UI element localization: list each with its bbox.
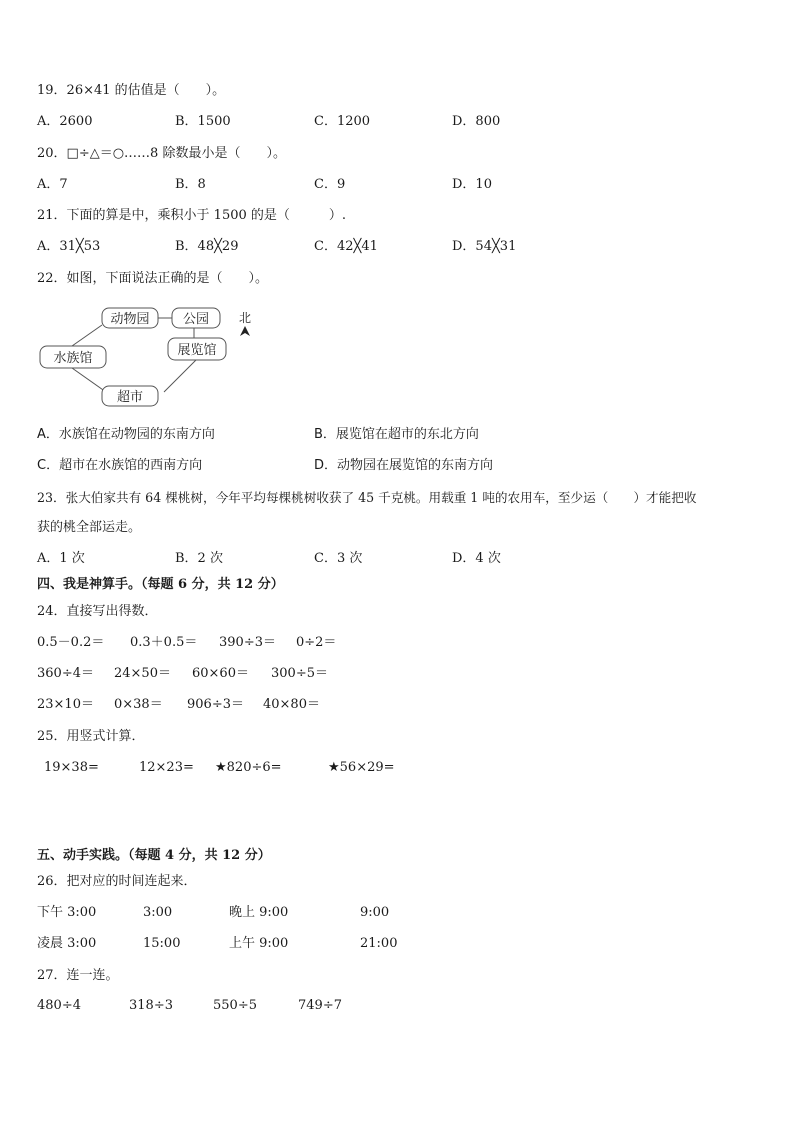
q21-option-d: D．54╳31 — [452, 239, 517, 254]
map-label-aquarium: 水族馆 — [53, 351, 93, 366]
q26-stem: 26．把对应的时间连起来． — [37, 874, 197, 889]
q24-r2-c2: 24×50＝ — [114, 666, 171, 681]
map-label-zoo: 动物园 — [110, 312, 150, 327]
map-line-aquarium-market — [72, 368, 106, 392]
q27-item-2: 318÷3 — [129, 998, 173, 1013]
q21-option-b: B．48╳29 — [175, 239, 239, 254]
q19-option-d: D．800 — [452, 114, 501, 129]
q25-item-2: 12×23= — [139, 760, 194, 775]
q25-item-1: 19×38= — [44, 760, 99, 775]
q26-r1-c4: 9:00 — [360, 905, 390, 920]
q23-option-d: D．4 次 — [452, 551, 501, 566]
q23-option-b: B．2 次 — [175, 551, 223, 566]
map-label-park: 公园 — [182, 312, 210, 327]
q19-option-a: A．2600 — [37, 114, 93, 129]
q20-option-c: C．9 — [314, 177, 346, 192]
q27-item-3: 550÷5 — [213, 998, 257, 1013]
q26-r2-c3: 上午 9:00 — [229, 936, 289, 951]
north-arrow-icon — [240, 326, 250, 336]
section5-title: 五、动手实践。（每题 4 分，共 12 分） — [37, 848, 271, 863]
q25-item-3: ★820÷6= — [215, 760, 282, 775]
q24-r2-c1: 360÷4＝ — [37, 666, 94, 681]
q20-option-d: D．10 — [452, 177, 492, 192]
q26-r1-c2: 3:00 — [143, 905, 173, 920]
q27-stem: 27．连一连。 — [37, 968, 119, 983]
q24-r2-c4: 300÷5＝ — [271, 666, 328, 681]
q21-stem: 21．下面的算是中，乘积小于 1500 的是（ ）. — [37, 208, 347, 223]
map-line-zoo-aquarium — [72, 325, 102, 346]
q23-stem-line2: 获的桃全部运走。 — [37, 520, 142, 535]
q19-option-b: B．1500 — [175, 114, 231, 129]
q26-r2-c1: 凌晨 3:00 — [37, 936, 97, 951]
north-label: 北 — [238, 311, 252, 325]
q22-option-a: A．水族馆在动物园的东南方向 — [37, 427, 215, 442]
q19-option-c: C．1200 — [314, 114, 371, 129]
q27-item-4: 749÷7 — [298, 998, 342, 1013]
q26-r2-c4: 21:00 — [360, 936, 398, 951]
q21-option-a: A．31╳53 — [37, 239, 101, 254]
map-line-market-exhibition — [164, 360, 196, 392]
direction-map — [36, 300, 266, 412]
q24-r3-c1: 23×10＝ — [37, 697, 94, 712]
q26-r2-c2: 15:00 — [143, 936, 181, 951]
q24-r3-c4: 40×80＝ — [263, 697, 320, 712]
section4-title: 四、我是神算手。（每题 6 分，共 12 分） — [37, 577, 284, 592]
q22-option-d: D．动物园在展览馆的东南方向 — [314, 458, 494, 473]
q23-option-a: A．1 次 — [37, 551, 85, 566]
q20-option-b: B．8 — [175, 177, 206, 192]
map-label-supermarket: 超市 — [116, 390, 144, 405]
q24-r2-c3: 60×60＝ — [192, 666, 249, 681]
q24-r3-c3: 906÷3＝ — [187, 697, 244, 712]
q24-r1-c2: 0.3＋0.5＝ — [130, 635, 198, 650]
q24-r1-c4: 0÷2＝ — [296, 635, 337, 650]
q22-option-b: B．展览馆在超市的东北方向 — [314, 427, 479, 442]
q20-stem: 20．□÷△＝○……8 除数最小是（ ）。 — [37, 146, 286, 161]
q20-option-a: A．7 — [37, 177, 68, 192]
q25-stem: 25．用竖式计算． — [37, 729, 145, 744]
q24-r1-c1: 0.5－0.2＝ — [37, 635, 105, 650]
q21-option-c: C．42╳41 — [314, 239, 378, 254]
q24-r1-c3: 390÷3＝ — [219, 635, 276, 650]
q23-stem-line1: 23．张大伯家共有 64 棵桃树，今年平均每棵桃树收获了 45 千克桃。用载重 1 吨的农用车，至少运（ ）才能把收 — [37, 490, 697, 505]
q22-stem: 22．如图，下面说法正确的是（ ）。 — [37, 271, 269, 286]
q19-stem: 19．26×41 的估值是（ ）。 — [37, 83, 226, 98]
q22-option-c: C．超市在水族馆的西南方向 — [37, 458, 203, 473]
map-label-exhibition: 展览馆 — [177, 343, 217, 358]
q24-stem: 24．直接写出得数． — [37, 604, 158, 619]
q26-r1-c3: 晚上 9:00 — [229, 905, 289, 920]
q24-r3-c2: 0×38＝ — [114, 697, 163, 712]
q26-r1-c1: 下午 3:00 — [37, 905, 97, 920]
q25-item-4: ★56×29= — [328, 760, 395, 775]
q27-item-1: 480÷4 — [37, 998, 81, 1013]
q23-option-c: C．3 次 — [314, 551, 363, 566]
